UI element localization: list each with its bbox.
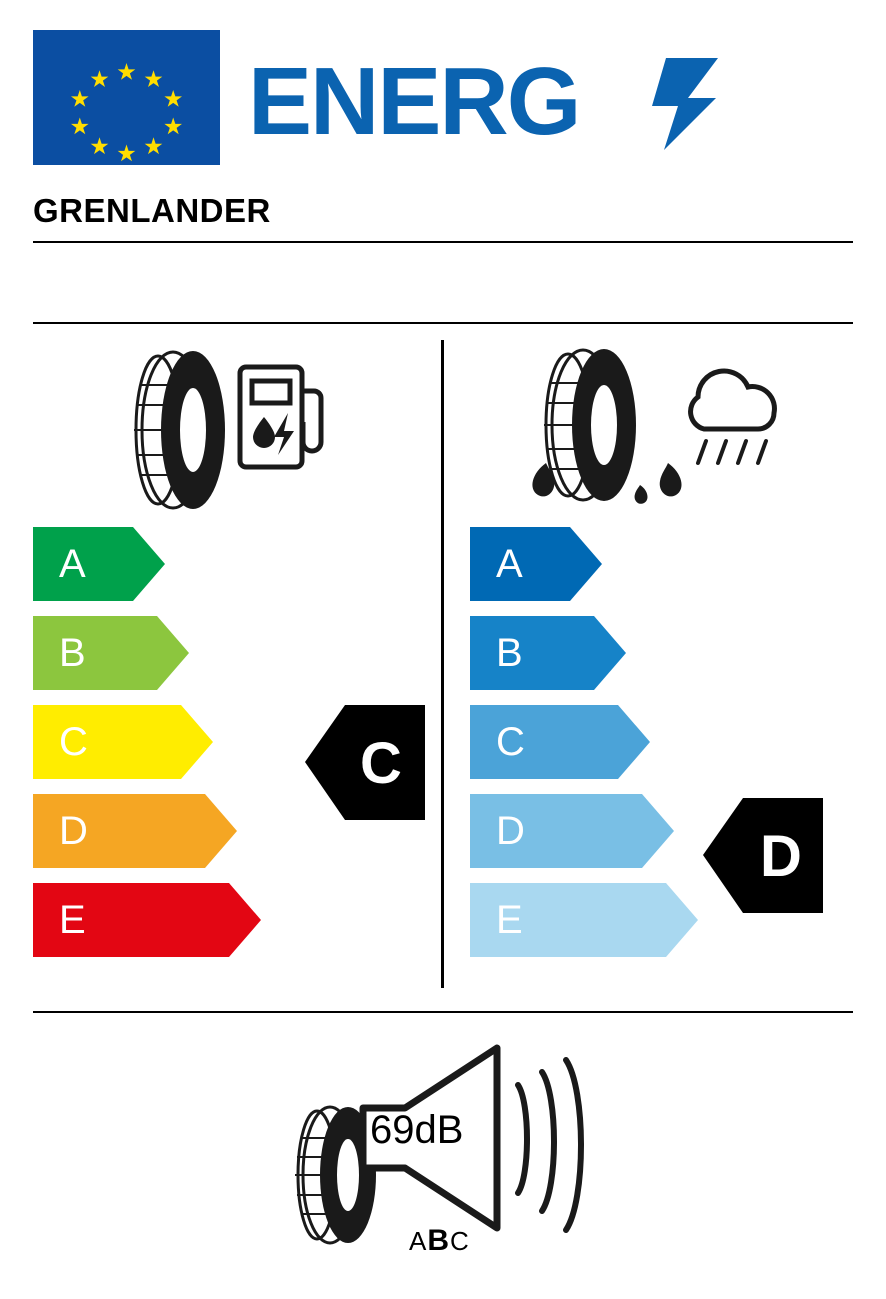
divider-top bbox=[33, 241, 853, 243]
brand-name: GRENLANDER bbox=[33, 192, 271, 229]
noise-class-c: C bbox=[450, 1226, 470, 1256]
noise-class-b-selected: B bbox=[427, 1224, 451, 1257]
noise-class-a: A bbox=[409, 1226, 428, 1256]
grade-arrow-a bbox=[33, 527, 165, 601]
energy-wordmark bbox=[248, 58, 728, 148]
grade-letter: E bbox=[59, 898, 86, 942]
grade-letter: E bbox=[496, 898, 523, 942]
wet-grip-result-letter: D bbox=[760, 824, 802, 889]
noise-value: 69dB bbox=[370, 1108, 464, 1152]
divider-second bbox=[33, 322, 853, 324]
noise-class-scale bbox=[409, 1224, 470, 1258]
fuel-efficiency-result bbox=[305, 705, 425, 820]
svg-text:ENERG: ENERG bbox=[248, 58, 580, 150]
grade-arrow-a bbox=[470, 527, 602, 601]
divider-noise bbox=[33, 1011, 853, 1013]
grade-arrow-b bbox=[470, 616, 626, 690]
grade-letter: A bbox=[59, 542, 86, 586]
divider-vertical bbox=[441, 340, 444, 988]
grade-letter: C bbox=[59, 720, 88, 764]
grade-letter: D bbox=[496, 809, 525, 853]
grade-letter: A bbox=[496, 542, 523, 586]
grade-arrow-b bbox=[33, 616, 189, 690]
tyre-fuel-pump-icon bbox=[118, 345, 328, 515]
label-header bbox=[33, 30, 853, 170]
grade-letter: B bbox=[496, 631, 523, 675]
eu-flag-icon bbox=[33, 30, 220, 165]
grade-letter: D bbox=[59, 809, 88, 853]
fuel-efficiency-result-letter: C bbox=[360, 731, 402, 796]
grade-letter: B bbox=[59, 631, 86, 675]
tyre-rain-cloud-icon bbox=[528, 345, 793, 515]
wet-grip-result bbox=[703, 798, 823, 913]
grade-letter: C bbox=[496, 720, 525, 764]
